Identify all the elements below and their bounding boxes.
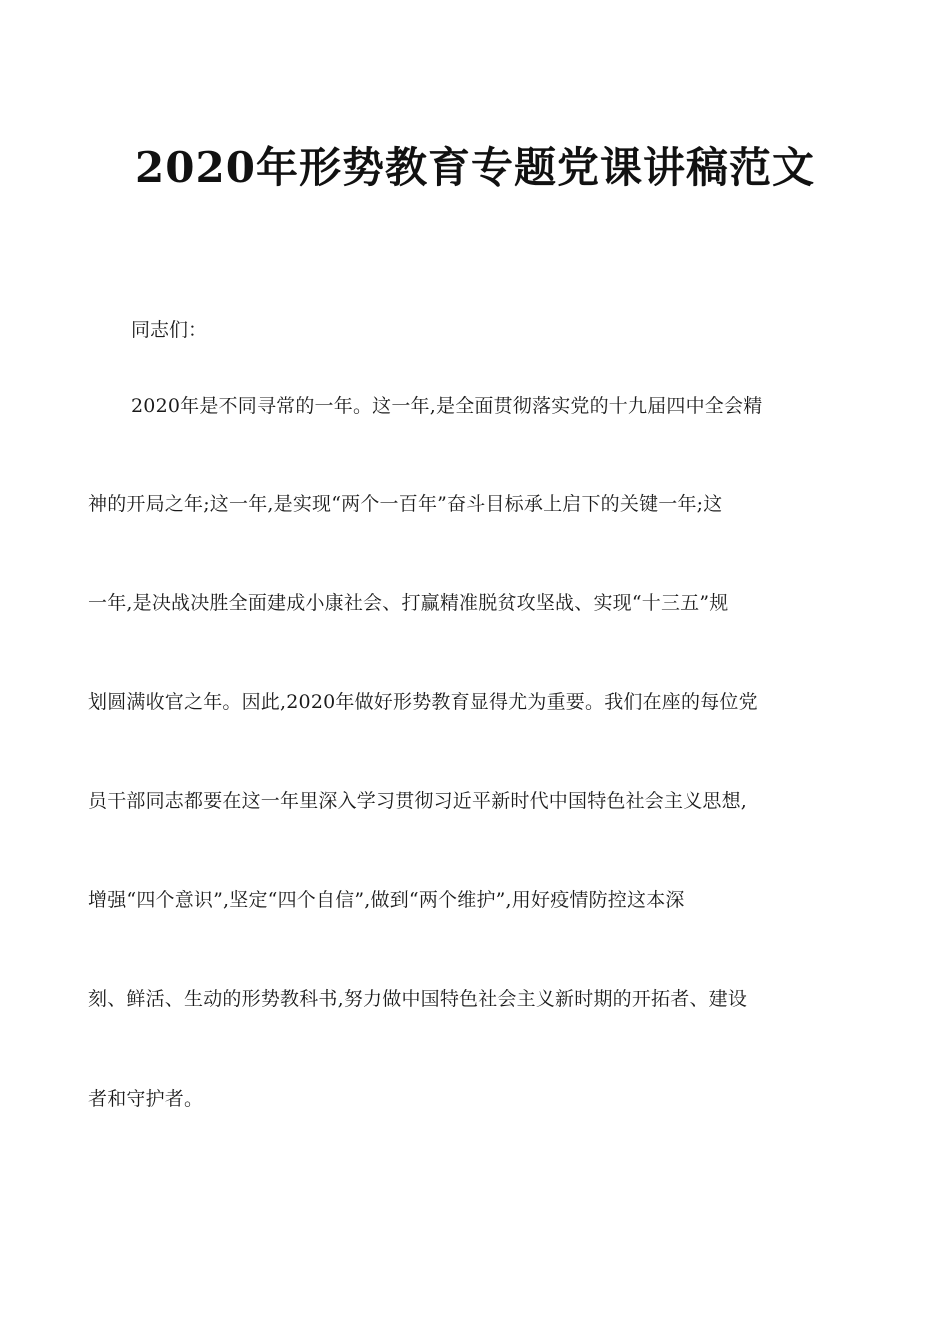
paragraph-line-1: 2020年是不同寻常的一年。这一年,是全面贯彻落实党的十九届四中全会精 — [131, 395, 763, 417]
paragraph-line-8: 者和守护者。 — [88, 1088, 204, 1110]
paragraph-line-3: 一年,是决战决胜全面建成小康社会、打赢精准脱贫攻坚战、实现“十三五”规 — [88, 592, 729, 614]
paragraph-line-2: 神的开局之年;这一年,是实现“两个一百年”奋斗目标承上启下的关键一年;这 — [88, 493, 723, 515]
paragraph-line-7: 刻、鲜活、生动的形势教科书,努力做中国特色社会主义新时期的开拓者、建设 — [88, 988, 748, 1010]
paragraph-line-6: 增强“四个意识”,坚定“四个自信”,做到“两个维护”,用好疫情防控这本深 — [88, 889, 685, 911]
document-title: 2020年形势教育专题党课讲稿范文 — [135, 143, 815, 192]
paragraph-line-4: 划圆满收官之年。因此,2020年做好形势教育显得尤为重要。我们在座的每位党 — [88, 691, 758, 713]
greeting-text: 同志们： — [131, 319, 208, 341]
paragraph-line-5: 员干部同志都要在这一年里深入学习贯彻习近平新时代中国特色社会主义思想, — [88, 790, 748, 812]
